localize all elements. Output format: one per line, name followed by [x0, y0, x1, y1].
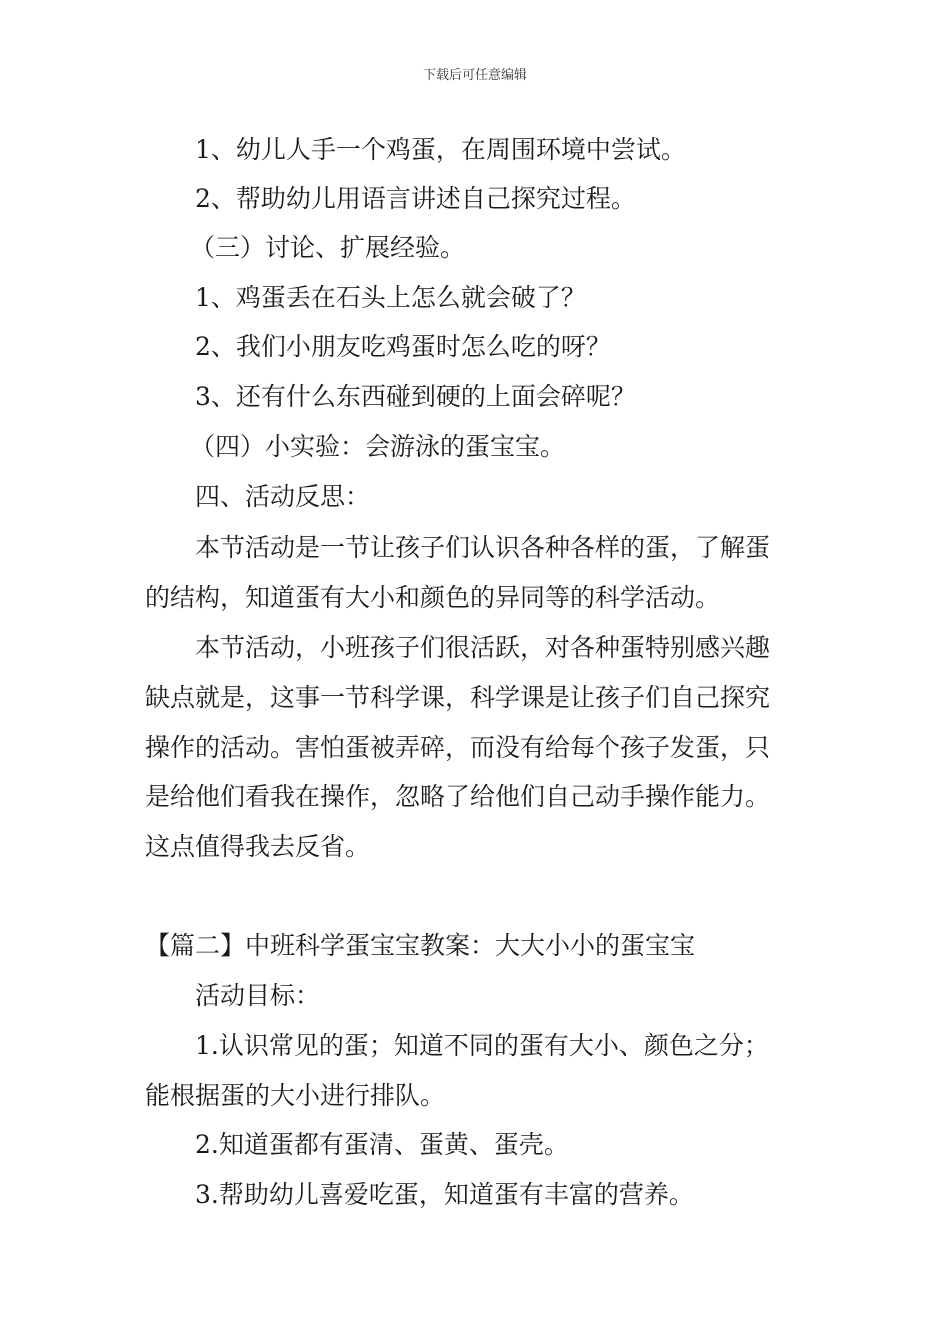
- list-item-continuation: 能根据蛋的大小进行排队。: [145, 1081, 446, 1110]
- list-item: 1、幼儿人手一个鸡蛋，在周围环境中尝试。: [195, 135, 686, 164]
- section-heading: （三）讨论、扩展经验。: [190, 233, 466, 262]
- section-heading: 活动目标：: [195, 981, 321, 1010]
- paragraph-line: 缺点就是，这事一节科学课，科学课是让孩子们自己探究: [145, 683, 771, 712]
- list-item: 3.帮助幼儿喜爱吃蛋，知道蛋有丰富的营养。: [195, 1180, 694, 1209]
- paragraph-line: 是给他们看我在操作，忽略了给他们自己动手操作能力。: [145, 782, 771, 811]
- list-item: 2.知道蛋都有蛋清、蛋黄、蛋壳。: [195, 1130, 569, 1159]
- paragraph-line: 操作的活动。害怕蛋被弄碎，而没有给每个孩子发蛋，只: [145, 733, 771, 762]
- page-header: 下载后可任意编辑: [422, 68, 527, 83]
- section-heading: 四、活动反思：: [195, 482, 371, 511]
- list-item: 1、鸡蛋丢在石头上怎么就会破了？: [195, 283, 586, 312]
- list-item: 2、我们小朋友吃鸡蛋时怎么吃的呀？: [195, 332, 611, 361]
- article-title: 【篇二】中班科学蛋宝宝教案：大大小小的蛋宝宝: [145, 931, 696, 960]
- section-heading: （四）小实验：会游泳的蛋宝宝。: [190, 432, 566, 461]
- paragraph-line: 本节活动是一节让孩子们认识各种各样的蛋，了解蛋: [195, 533, 771, 562]
- paragraph-line: 这点值得我去反省。: [145, 832, 371, 861]
- list-item: 1.认识常见的蛋；知道不同的蛋有大小、颜色之分；: [195, 1031, 769, 1060]
- list-item: 2、帮助幼儿用语言讲述自己探究过程。: [195, 184, 636, 213]
- paragraph-line: 本节活动，小班孩子们很活跃，对各种蛋特别感兴趣: [195, 633, 771, 662]
- list-item: 3、还有什么东西碰到硬的上面会碎呢？: [195, 382, 636, 411]
- paragraph-line: 的结构，知道蛋有大小和颜色的异同等的科学活动。: [145, 583, 721, 612]
